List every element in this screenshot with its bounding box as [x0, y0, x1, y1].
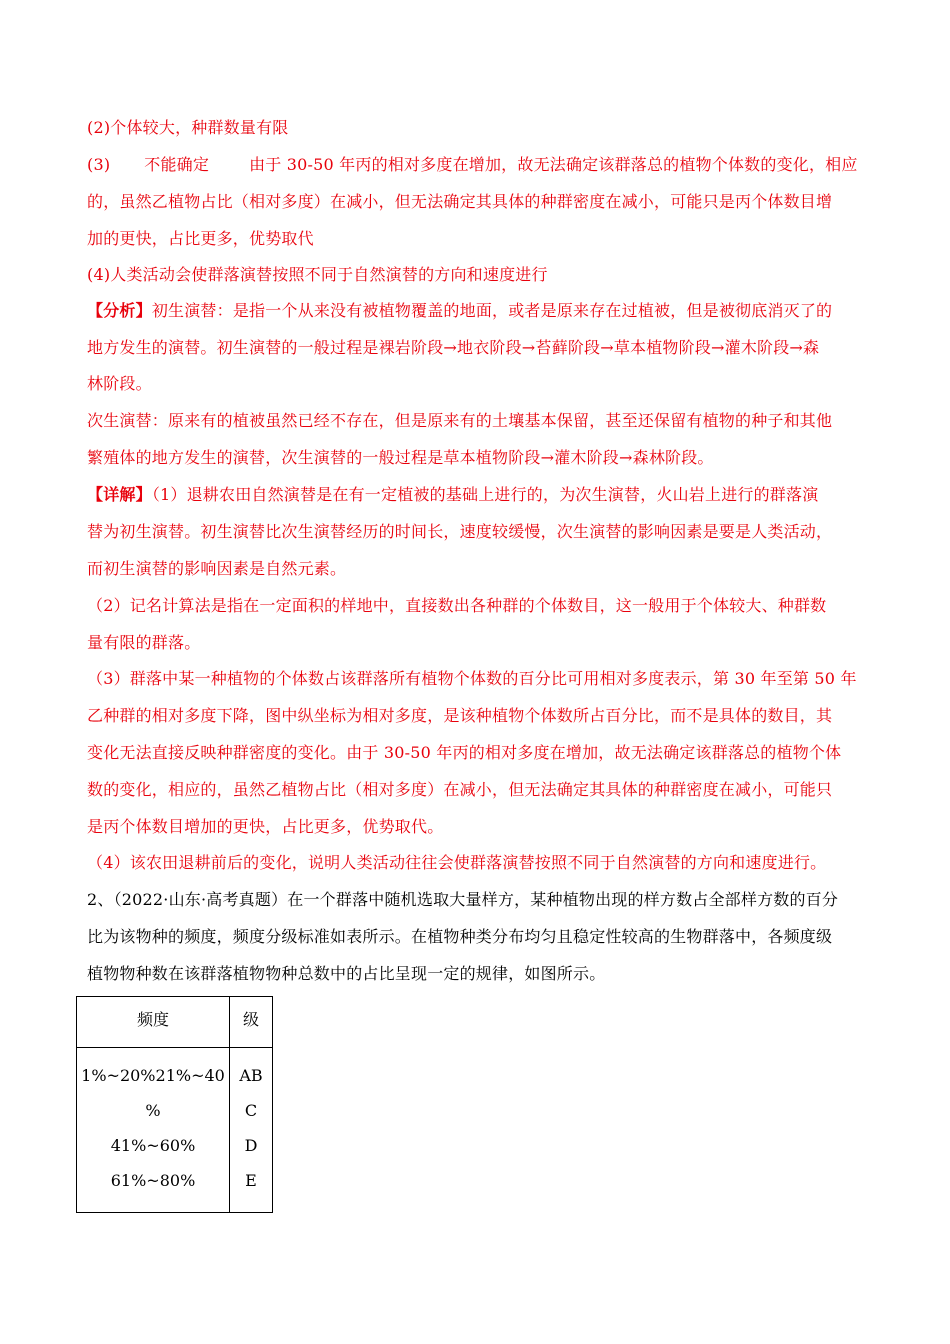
detail-p3-line-4: 数的变化，相应的，虽然乙植物占比（相对多度）在减小，但无法确定其具体的种群密度在减小，可能只: [87, 780, 833, 799]
analysis-line-4: 次生演替：原来有的植被虽然已经不存在，但是原来有的土壤基本保留，甚至还保留有植物的种子和其他: [87, 411, 833, 430]
detail-p1-line-3: 而初生演替的影响因素是自然元素。: [87, 559, 347, 578]
detail-p2-line-1: （2）记名计算法是指在一定面积的样地中，直接数出各种群的个体数目，这一般用于个体较大、种群数: [87, 596, 827, 615]
detail-p3-line-3: 变化无法直接反映种群密度的变化。由于 30-50 年丙的相对多度在增加，故无法确定该群落总的植物个体: [87, 743, 842, 762]
grade-cell: [230, 1048, 273, 1213]
detail-p1-line-2: 替为初生演替。初生演替比次生演替经历的时间长，速度较缓慢，次生演替的影响因素是要是人类活动，: [87, 522, 833, 541]
frequency-cell: [77, 1048, 230, 1213]
analysis-line-3: 林阶段。: [87, 374, 152, 393]
answer-3-line-3: 加的更快，占比更多，优势取代: [87, 229, 314, 248]
answer-4: (4)人类活动会使群落演替按照不同于自然演替的方向和速度进行: [87, 265, 548, 284]
detail-p1-line-1: [87, 485, 867, 505]
grade-label: C: [244, 1101, 258, 1120]
answer-3-result: 不能确定: [144, 155, 210, 174]
detail-p3-line-5: 是丙个体数目增加的更快，占比更多，优势取代。: [87, 817, 444, 836]
frequency-grade-table: [76, 996, 273, 1213]
analysis-tag: 【分析】: [87, 301, 152, 320]
frequency-range: 61%~80%: [110, 1171, 196, 1190]
frequency-range: 41%~60%: [110, 1136, 196, 1155]
answer-3-line-1: [87, 155, 867, 175]
table-header-row: [77, 997, 273, 1048]
answer-3-line-2: 的，虽然乙植物占比（相对多度）在减小，但无法确定其具体的种群密度在减小，可能只是丙个体数目增: [87, 192, 833, 211]
detail-p3-line-2: 乙种群的相对多度下降，图中纵坐标为相对多度，是该种植物个体数所占百分比，而不是具体的数目，其: [87, 706, 833, 725]
answer-3-reason-1: 由于 30-50 年丙的相对多度在增加，故无法确定该群落总的植物个体数的变化，相应: [249, 155, 858, 174]
frequency-range: %: [145, 1101, 161, 1120]
frequency-range: 1%~20%21%~40: [81, 1066, 225, 1085]
analysis-line-2: 地方发生的演替。初生演替的一般过程是裸岩阶段→地衣阶段→苔藓阶段→草本植物阶段→灌木阶段→森: [87, 338, 820, 357]
header-grade: 级: [230, 997, 273, 1048]
detail-tag: 【详解】: [87, 485, 152, 504]
grade-label: E: [245, 1171, 257, 1190]
detail-p3-line-1: （3）群落中某一种植物的个体数占该群落所有植物个体数的百分比可用相对多度表示，第 30 年至第 50 年: [87, 669, 857, 688]
analysis-text-1: 初生演替：是指一个从来没有被植物覆盖的地面，或者是原来存在过植被，但是被彻底消灭了的: [151, 301, 833, 320]
table-row: [77, 1048, 273, 1213]
detail-p1-text-1: （1）退耕农田自然演替是在有一定植被的基础上进行的，为次生演替，火山岩上进行的群落演: [151, 485, 819, 504]
grade-label: D: [244, 1136, 258, 1155]
question-2-line-3: 植物物种数在该群落植物物种总数中的占比呈现一定的规律，如图所示。: [87, 964, 606, 983]
analysis-line-1: [87, 301, 867, 321]
question-2-line-2: 比为该物种的频度，频度分级标准如表所示。在植物种类分布均匀且稳定性较高的生物群落中，各频度级: [87, 927, 833, 946]
answer-3-number: (3): [87, 155, 111, 174]
grade-label: AB: [239, 1066, 263, 1085]
analysis-line-5: 繁殖体的地方发生的演替，次生演替的一般过程是草本植物阶段→灌木阶段→森林阶段。: [87, 448, 714, 467]
header-frequency: 频度: [77, 997, 230, 1048]
detail-p2-line-2: 量有限的群落。: [87, 633, 201, 652]
question-2-line-1: 2、（2022·山东·高考真题）在一个群落中随机选取大量样方，某种植物出现的样方数占全部样方数的百分: [87, 890, 839, 909]
answer-2: (2)个体较大，种群数量有限: [87, 118, 289, 137]
detail-p4: （4）该农田退耕前后的变化，说明人类活动往往会使群落演替按照不同于自然演替的方向和速度进行。: [87, 853, 827, 872]
